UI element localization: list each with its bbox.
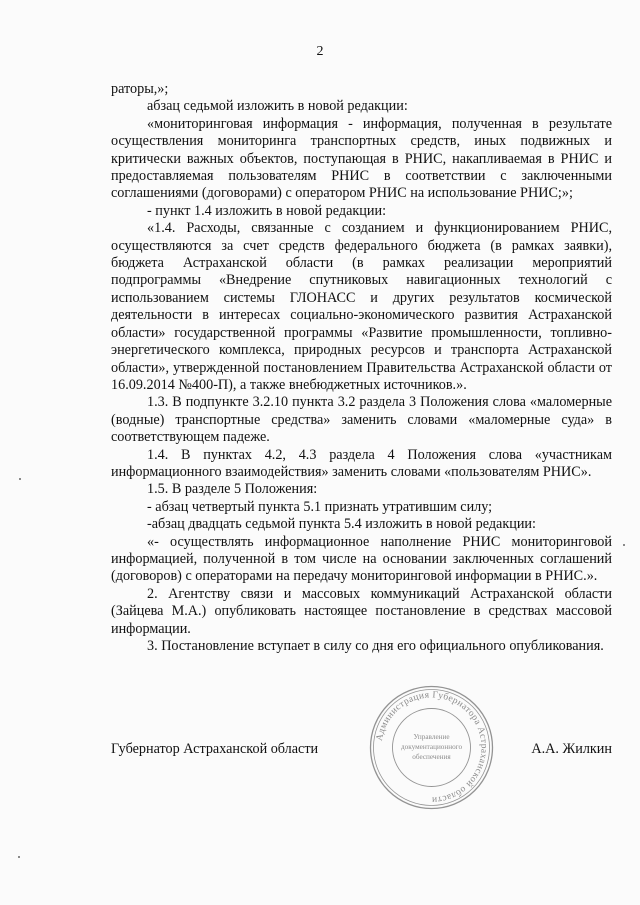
svg-text:Администрация Губернатора Астр: Администрация Губернатора Астраханской области	[374, 690, 489, 805]
page-number: 2	[316, 44, 324, 59]
svg-text:Управление: Управление	[413, 733, 450, 741]
body-paragraph: - пункт 1.4 изложить в новой редакции:	[147, 202, 387, 219]
body-paragraph: 1.4. В пунктах 4.2, 4.3 раздела 4 Положения слова «участникам информационного взаимодействия» заменить словами «пользователям РНИС».	[111, 446, 612, 480]
body-paragraph: абзац седьмой изложить в новой редакции:	[147, 98, 408, 115]
svg-text:обеспечения: обеспечения	[412, 753, 451, 761]
body-paragraph: «- осуществлять информационное наполнение РНИС мониторинговой информацией, полученной в том числе на основании заключенных соглашений (договоров) с операторами на передачу мониторинговой информации в РНИС.».	[111, 533, 612, 585]
signatory-name: А.А. Жилкин	[531, 741, 612, 757]
signature-block	[111, 741, 612, 761]
official-seal-stamp	[369, 685, 494, 810]
document-body	[111, 81, 612, 655]
body-paragraph: 2. Агентству связи и массовых коммуникаций Астраханской области (Зайцева М.А.) опубликовать настоящее постановление в средствах массовой информации.	[111, 585, 612, 637]
body-paragraph: -абзац двадцать седьмой пункта 5.4 изложить в новой редакции:	[147, 516, 536, 533]
signatory-position: Губернатор Астраханской области	[111, 741, 319, 757]
body-paragraph: - абзац четвертый пункта 5.1 признать утратившим силу;	[147, 498, 493, 515]
body-paragraph: 3. Постановление вступает в силу со дня его официального опубликования.	[147, 638, 604, 654]
body-paragraph: 1.3. В подпункте 3.2.10 пункта 3.2 раздела 3 Положения слова «маломерные (водные) транспортные средства» заменить словами «маломерные суда» в соответствующем падеже.	[111, 394, 612, 446]
svg-text:документационного: документационного	[400, 743, 463, 751]
body-paragraph: 1.5. В разделе 5 Положения:	[147, 481, 318, 498]
scan-speck	[18, 856, 20, 858]
body-paragraph: «мониторинговая информация - информация, полученная в результате осуществления мониторинга транспортных средств, иных подвижных и критически важных объектов, поступающая в РНИС, накапливаемая в РНИС и предоставляемая пользователям РНИС в соответствии с заключенными соглашениями (договорами) с оператором РНИС на использование РНИС;»;	[111, 115, 612, 202]
body-paragraph: раторы,»;	[111, 81, 169, 97]
scan-speck	[623, 544, 625, 546]
body-paragraph: «1.4. Расходы, связанные с созданием и функционированием РНИС, осуществляются за счет средств федерального бюджета (в рамках заявки), бюджета Астраханской области (в рамках реализации мероприятий подпрограммы «Внедрение спутниковых навигационных технологий с использованием системы ГЛОНАСС и других результатов космической деятельности в интересах социально-экономического развития Астраханской области» государственной программы «Развитие промышленности, топливно-энергетического комплекса, природных ресурсов и транспорта Астраханской области», утвержденной постановлением Правительства Астраханской области от 16.09.2014 №400-П), а также внебюджетных источников.».	[111, 220, 612, 393]
scan-speck	[19, 478, 21, 480]
